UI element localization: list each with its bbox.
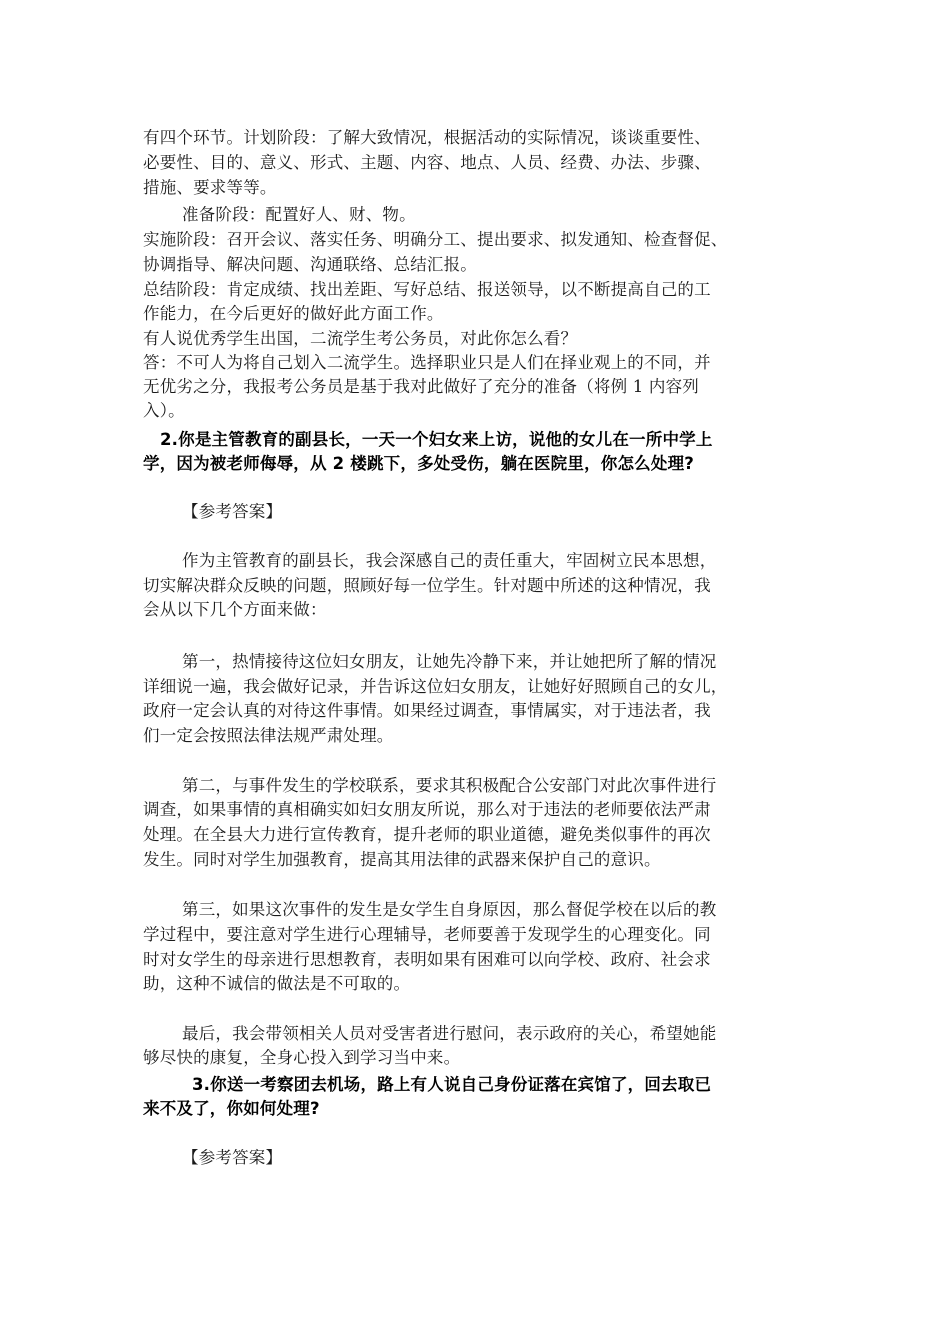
text-line: 作为主管教育的副县长，我会深感自己的责任重大，牢固树立民本思想，: [182, 551, 717, 570]
question-heading: 3.你送一考察团去机场，路上有人说自己身份证落在宾馆了，回去取已: [192, 1075, 712, 1094]
text-line: 会从以下几个方面来做：: [143, 600, 327, 619]
text-line: 调查，如果事情的真相确实如妇女朋友所说，那么对于违法的老师要依法严肃: [143, 800, 711, 819]
text-line: 第一，热情接待这位妇女朋友，让她先冷静下来，并让她把所了解的情况: [182, 652, 717, 671]
text-line: 发生。同时对学生加强教育，提高其用法律的武器来保护自己的意识。: [143, 850, 661, 869]
question-heading: 2.你是主管教育的副县长，一天一个妇女来上访，说他的女儿在一所中学上: [160, 430, 713, 449]
text-line: 最后，我会带领相关人员对受害者进行慰问，表示政府的关心，希望她能: [182, 1024, 717, 1043]
text-line: 入）。: [143, 401, 185, 420]
text-line: 有四个环节。计划阶段：了解大致情况，根据活动的实际情况，谈谈重要性、: [143, 128, 711, 147]
text-line: 协调指导、解决问题、沟通联络、总结汇报。: [143, 255, 477, 274]
text-line: 政府一定会认真的对待这件事情。如果经过调查，事情属实，对于违法者，我: [143, 701, 711, 720]
text-line: 总结阶段：肯定成绩、找出差距、写好总结、报送领导，以不断提高自己的工: [143, 280, 711, 299]
text-line: 有人说优秀学生出国，二流学生考公务员，对此你怎么看？: [143, 329, 578, 348]
text-line: 无优劣之分，我报考公务员是基于我对此做好了充分的准备（将例 1 内容列: [143, 377, 699, 396]
text-line: 第三，如果这次事件的发生是女学生自身原因，那么督促学校在以后的教: [182, 900, 717, 919]
text-line: 切实解决群众反映的问题，照顾好每一位学生。针对题中所述的这种情况，我: [143, 576, 711, 595]
text-line: 够尽快的康复，全身心投入到学习当中来。: [143, 1048, 461, 1067]
answer-label: 【参考答案】: [182, 502, 283, 521]
text-line: 助，这种不诚信的做法是不可取的。: [143, 974, 411, 993]
text-line: 详细说一遍，我会做好记录，并告诉这位妇女朋友，让她好好照顾自己的女儿，: [143, 677, 728, 696]
text-line: 措施、要求等等。: [143, 178, 277, 197]
text-line: 第二，与事件发生的学校联系，要求其积极配合公安部门对此次事件进行: [182, 776, 717, 795]
text-line: 答：不可人为将自己划入二流学生。选择职业只是人们在择业观上的不同，并: [143, 353, 711, 372]
text-line: 必要性、目的、意义、形式、主题、内容、地点、人员、经费、办法、步骤、: [143, 153, 711, 172]
question-heading: 学，因为被老师侮辱，从 2 楼跳下，多处受伤，躺在医院里，你怎么处理?: [143, 454, 695, 473]
text-line: 实施阶段：召开会议、落实任务、明确分工、提出要求、拟发通知、检查督促、: [143, 230, 728, 249]
text-line: 处理。在全县大力进行宣传教育，提升老师的职业道德，避免类似事件的再次: [143, 825, 711, 844]
text-line: 们一定会按照法律法规严肃处理。: [143, 726, 394, 745]
text-line: 准备阶段：配置好人、财、物。: [182, 205, 416, 224]
question-heading: 来不及了，你如何处理?: [143, 1099, 320, 1118]
text-line: 作能力，在今后更好的做好此方面工作。: [143, 304, 444, 323]
answer-label: 【参考答案】: [182, 1148, 283, 1167]
text-line: 时对女学生的母亲进行思想教育，表明如果有困难可以向学校、政府、社会求: [143, 950, 711, 969]
text-line: 学过程中，要注意对学生进行心理辅导，老师要善于发现学生的心理变化。同: [143, 925, 711, 944]
